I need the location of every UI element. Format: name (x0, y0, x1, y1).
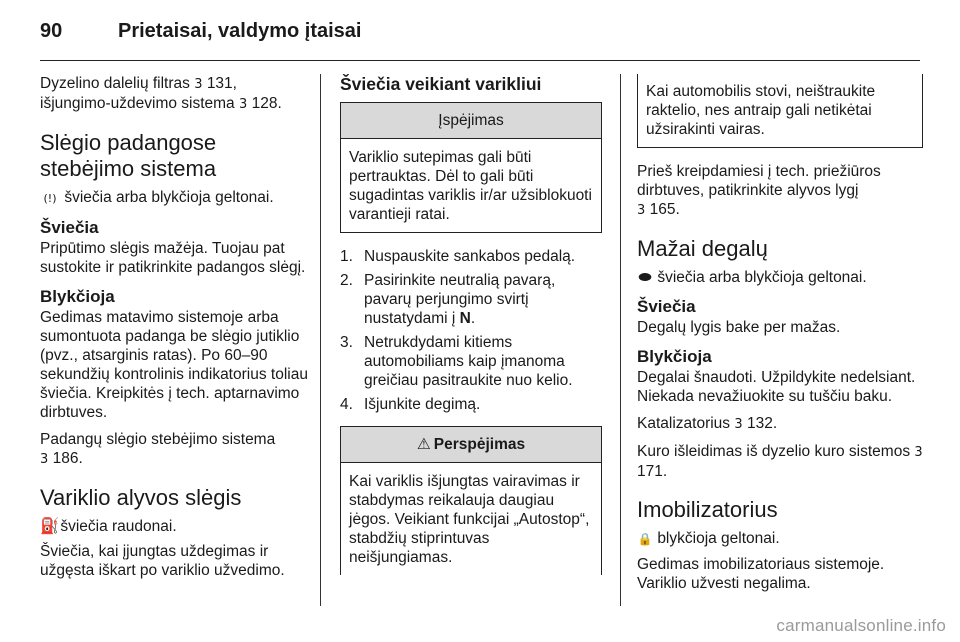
oil-pressure-description (40, 517, 312, 536)
reference-icon: 3 (734, 417, 743, 432)
oil-desc-text: šviečia raudonai. (60, 518, 177, 535)
tpms-heading: Slėgio padangose stebėjimo sistema (40, 130, 217, 181)
oil-check-text (637, 162, 923, 220)
dpf-ref[interactable]: 131, (206, 75, 237, 92)
list-item (340, 333, 602, 390)
reference-icon: 3 (40, 452, 49, 467)
fuel-desc-text: šviečia arba blykčioja geltonai. (657, 269, 867, 286)
list-item (340, 271, 602, 328)
column-3 (637, 74, 923, 601)
step-text: Išjunkite degimą. (364, 396, 481, 413)
warning-title: Perspėjimas (433, 436, 526, 453)
fuel-lit-heading: Šviečia (637, 297, 696, 316)
car-lock-icon: 🔒 (637, 532, 653, 546)
header-rule (40, 60, 920, 61)
step-text: Netrukdydami kitiems automobiliams kaip įmanoma greičiau pasitraukite nuo kelio. (364, 334, 573, 389)
step-number: 1. (340, 248, 353, 265)
immo-desc-text: blykčioja geltonai. (657, 530, 780, 547)
oil-pressure-text: Šviečia, kai įjungtas uždegimas ir užgęsta iškart po variklio užvedimo. (40, 543, 285, 579)
fuel-drop-icon: ⬬ (638, 268, 652, 286)
tpms-lit-heading: Šviečia (40, 218, 99, 237)
dpf-label: Dyzelino dalelių filtras (40, 75, 190, 92)
warning-box (340, 426, 602, 575)
reference-icon: 3 (637, 203, 646, 218)
catalyst-label: Katalizatorius (637, 415, 731, 432)
column-2 (340, 74, 602, 589)
warning-triangle-icon: ⚠ (416, 435, 431, 453)
step-tail: . (470, 310, 476, 327)
column-divider-1 (320, 74, 321, 606)
step-number: 3. (340, 334, 353, 351)
page-title: Prietaisai, valdymo įtaisai (118, 20, 362, 42)
stop-start-label: išjungimo-uždevimo sistema (40, 95, 235, 112)
engine-running-heading: Šviečia veikiant varikliui (340, 74, 542, 94)
oil-check-ref[interactable]: 165. (649, 201, 680, 218)
notice-box (340, 102, 602, 233)
tpms-reference (40, 430, 312, 469)
oil-check-label: Prieš kreipdamiesi į tech. priežiūros dirbtuves, patikrinkite alyvos lygį (637, 163, 881, 199)
warning-text: Kai variklis išjungtas vairavimas ir stabdymas reikalauja daugiau jėgos. Veikiant funkcijai „Autostop“, stabdžių stiprintuvas neišjungiamas. (349, 473, 590, 566)
tyre-pressure-icon: (!) (43, 192, 57, 205)
page-header (40, 14, 920, 48)
immobiliser-text: Gedimas imobilizatoriaus sistemoje. Variklio užvesti negalima. (637, 556, 885, 592)
catalyst-ref[interactable]: 132. (746, 415, 778, 432)
reference-icon: 3 (239, 97, 248, 112)
fuel-purge-label: Kuro išleidimas iš dyzelio kuro sistemos (637, 443, 911, 460)
notice-title: Įspėjimas (341, 103, 601, 139)
tpms-lit-text: Pripūtimo slėgis mažėja. Tuojau pat sustokite ir patikrinkite padangos slėgį. (40, 240, 306, 276)
tpms-ref[interactable]: 186. (52, 450, 83, 467)
step-number: 2. (340, 272, 353, 289)
tpms-desc-text: šviečia arba blykčioja geltonai. (64, 189, 274, 206)
step-text: Nuspauskite sankabos pedalą. (364, 248, 576, 265)
fuel-flash-heading: Blykčioja (637, 347, 712, 366)
fuel-lit-text: Degalų lygis bake per mažas. (637, 319, 841, 336)
neutral-gear-label: N (459, 310, 471, 327)
continued-warning-text: Kai automobilis stovi, neištraukite raktelio, nes antraip gali netikėtai užsirakinti vairas. (646, 83, 876, 138)
fuel-purge-reference (637, 442, 923, 481)
catalyst-reference (637, 414, 923, 434)
step-text: Pasirinkite neutralią pavarą, pavarų perjungimo svirtį nustatydami į (364, 272, 556, 327)
list-item (340, 247, 602, 266)
immobiliser-heading: Imobilizatorius (637, 497, 778, 522)
stop-start-ref[interactable]: 128. (251, 95, 282, 112)
step-number: 4. (340, 396, 353, 413)
page-number: 90 (40, 20, 63, 42)
low-fuel-heading: Mažai degalų (637, 236, 768, 261)
column-divider-2 (620, 74, 621, 606)
list-item (340, 395, 602, 414)
reference-icon: 3 (194, 77, 203, 92)
low-fuel-description (637, 268, 923, 287)
fuel-purge-ref[interactable]: 171. (637, 463, 668, 480)
notice-text: Variklio sutepimas gali būti pertrauktas. Dėl to gali būti sugadintas variklis ir/ar užsiblokuoti varantieji ratai. (349, 149, 592, 223)
tpms-flash-heading: Blykčioja (40, 287, 115, 306)
oil-pressure-heading: Variklio alyvos slėgis (40, 485, 242, 510)
column-1 (40, 74, 312, 588)
watermark: carmanualsonline.info (776, 616, 946, 635)
warning-header (341, 427, 601, 463)
reference-icon: 3 (914, 445, 923, 460)
tpms-flash-text: Gedimas matavimo sistemoje arba sumontuota padanga be slėgio jutiklio (pvz., atsarginis ratas). Po 60–90 sekundžių kontrolinis indikatorius toliau šviečia. Kreipkitės į tech. aptarnavimo dirbtuves. (40, 309, 308, 421)
fuel-flash-text: Degalai šnaudoti. Užpildykite nedelsiant. Niekada nevažiuokite su tuščiu baku. (637, 369, 916, 405)
tpms-ref-label: Padangų slėgio stebėjimo sistema (40, 431, 276, 448)
immobiliser-description (637, 529, 923, 549)
steps-list (340, 247, 602, 414)
continued-warning-box (637, 74, 923, 148)
tpms-description (40, 188, 312, 208)
oil-can-icon: ⛽ (40, 517, 60, 535)
intro-references (40, 74, 312, 114)
